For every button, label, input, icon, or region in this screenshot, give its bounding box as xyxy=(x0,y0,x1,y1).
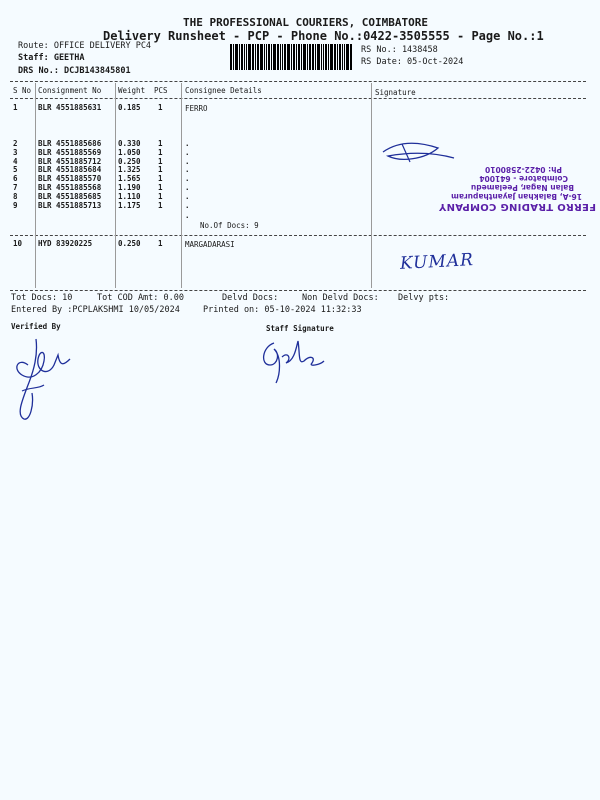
company-stamp xyxy=(414,146,596,212)
col-weight: Weight xyxy=(118,86,146,95)
row-mark: . xyxy=(185,156,190,166)
row-pcs: 1 xyxy=(158,165,163,175)
row-pcs: 1 xyxy=(158,191,163,201)
row-weight: 1.565 xyxy=(118,174,141,184)
drs-number: DRS No.: DCJB143845801 xyxy=(18,66,131,76)
rs-number: RS No.: 1438458 xyxy=(361,45,438,55)
row-sno: 3 xyxy=(13,147,18,157)
printed-on: Printed on: 05-10-2024 11:32:33 xyxy=(203,305,362,315)
stamp-line: Ph: 0422-2580010 xyxy=(485,165,562,174)
row-weight: 0.250 xyxy=(118,156,141,166)
staff-label: Staff: GEETHA xyxy=(18,53,85,63)
col-divider xyxy=(35,83,36,288)
stamp-line: Coimbatore - 641004 xyxy=(479,174,568,183)
row-mark: . xyxy=(185,200,190,210)
row-sno: 4 xyxy=(13,156,18,166)
row-sno: 1 xyxy=(13,103,18,112)
row-pcs: 1 xyxy=(158,174,163,184)
col-divider xyxy=(181,83,182,288)
verified-signature xyxy=(8,335,78,425)
table-top-border xyxy=(10,81,586,82)
table-bottom-border xyxy=(10,290,586,291)
row-consignment: HYD 83920225 xyxy=(38,239,93,248)
row-consignee: MARGADARASI xyxy=(185,240,235,249)
row-weight: 1.190 xyxy=(118,183,141,192)
row-pcs: 1 xyxy=(158,156,163,166)
row-consignment: BLR 4551885713 xyxy=(38,200,102,210)
row-sno: 9 xyxy=(13,200,18,210)
row-sno: 10 xyxy=(13,239,23,248)
row-mark: . xyxy=(185,191,190,201)
delvd-docs: Delvd Docs: xyxy=(222,293,279,303)
row-consignment: BLR 4551885712 xyxy=(38,156,102,166)
row-consignment: BLR 4551885570 xyxy=(38,174,102,184)
row-weight: 1.175 xyxy=(118,200,141,210)
row-weight: 0.330 xyxy=(118,139,141,148)
tot-docs: Tot Docs: 10 xyxy=(11,293,73,303)
table-header-border xyxy=(10,98,586,99)
row-consignment: BLR 4551885568 xyxy=(38,183,102,192)
stamp-line: 16-A, Balakhan Jayanthapuram xyxy=(451,192,582,201)
company-name: THE PROFESSIONAL COURIERS, COIMBATORE xyxy=(183,16,429,29)
row-mark: . xyxy=(185,211,190,220)
row-pcs: 1 xyxy=(158,139,163,148)
col-divider xyxy=(115,83,116,288)
verified-by-label: Verified By xyxy=(11,322,61,331)
row-mark: . xyxy=(185,165,190,175)
route-label: Route: OFFICE DELIVERY PC4 xyxy=(18,41,152,51)
row-weight: 1.325 xyxy=(118,165,141,175)
entered-by: Entered By :PCPLAKSHMI 10/05/2024 xyxy=(11,305,180,315)
row-sno: 6 xyxy=(13,174,18,184)
col-signature: Signature xyxy=(375,88,416,97)
group-divider xyxy=(10,235,586,236)
row-consignment: BLR 4551885685 xyxy=(38,191,102,201)
row-mark: . xyxy=(185,183,190,192)
stamp-line: Balan Nagar, Peelamedu xyxy=(470,183,574,192)
rs-date: RS Date: 05-Oct-2024 xyxy=(361,57,464,67)
row-sno: 7 xyxy=(13,183,18,192)
row-consignment: BLR 4551885684 xyxy=(38,165,102,175)
row-consignee: FERRO xyxy=(185,104,208,113)
page-title: Delivery Runsheet - PCP - Phone No.:0422-3505555 - Page No.:1 xyxy=(103,29,544,43)
row-sno: 8 xyxy=(13,191,18,201)
col-pcs: PCS xyxy=(154,86,168,95)
row-sno: 5 xyxy=(13,165,18,175)
stamp-line: FERRO TRADING COMPANY xyxy=(438,201,596,212)
col-divider xyxy=(371,83,372,288)
row-mark: . xyxy=(185,174,190,184)
row-pcs: 1 xyxy=(158,183,163,192)
delvy-pts: Delvy pts: xyxy=(398,293,450,303)
col-sno: S No xyxy=(13,86,32,95)
row-mark: . xyxy=(185,147,190,157)
row-weight: 1.110 xyxy=(118,191,141,201)
staff-signature-label: Staff Signature xyxy=(266,324,334,333)
no-of-docs: No.Of Docs: 9 xyxy=(200,221,259,230)
row-consignment: BLR 4551885569 xyxy=(38,147,102,157)
row-consignment: BLR 4551885686 xyxy=(38,139,102,148)
row-mark: . xyxy=(185,139,190,148)
tot-cod-amt: Tot COD Amt: 0.00 xyxy=(97,293,184,303)
col-consignee: Consignee Details xyxy=(185,86,262,95)
row-weight: 0.250 xyxy=(118,239,141,248)
row-sno: 2 xyxy=(13,139,18,148)
row-pcs: 1 xyxy=(158,103,163,112)
row-weight: 1.050 xyxy=(118,147,141,157)
row-pcs: 1 xyxy=(158,147,163,157)
row-weight: 0.185 xyxy=(118,103,141,112)
row-pcs: 1 xyxy=(158,239,163,248)
staff-signature xyxy=(258,335,328,385)
barcode xyxy=(230,44,354,70)
row-pcs: 1 xyxy=(158,200,163,210)
row-consignment: BLR 4551885631 xyxy=(38,103,102,112)
non-delvd-docs: Non Delvd Docs: xyxy=(302,293,379,303)
handwritten-name: KUMAR xyxy=(399,250,475,274)
col-consignment: Consignment No xyxy=(38,86,102,95)
